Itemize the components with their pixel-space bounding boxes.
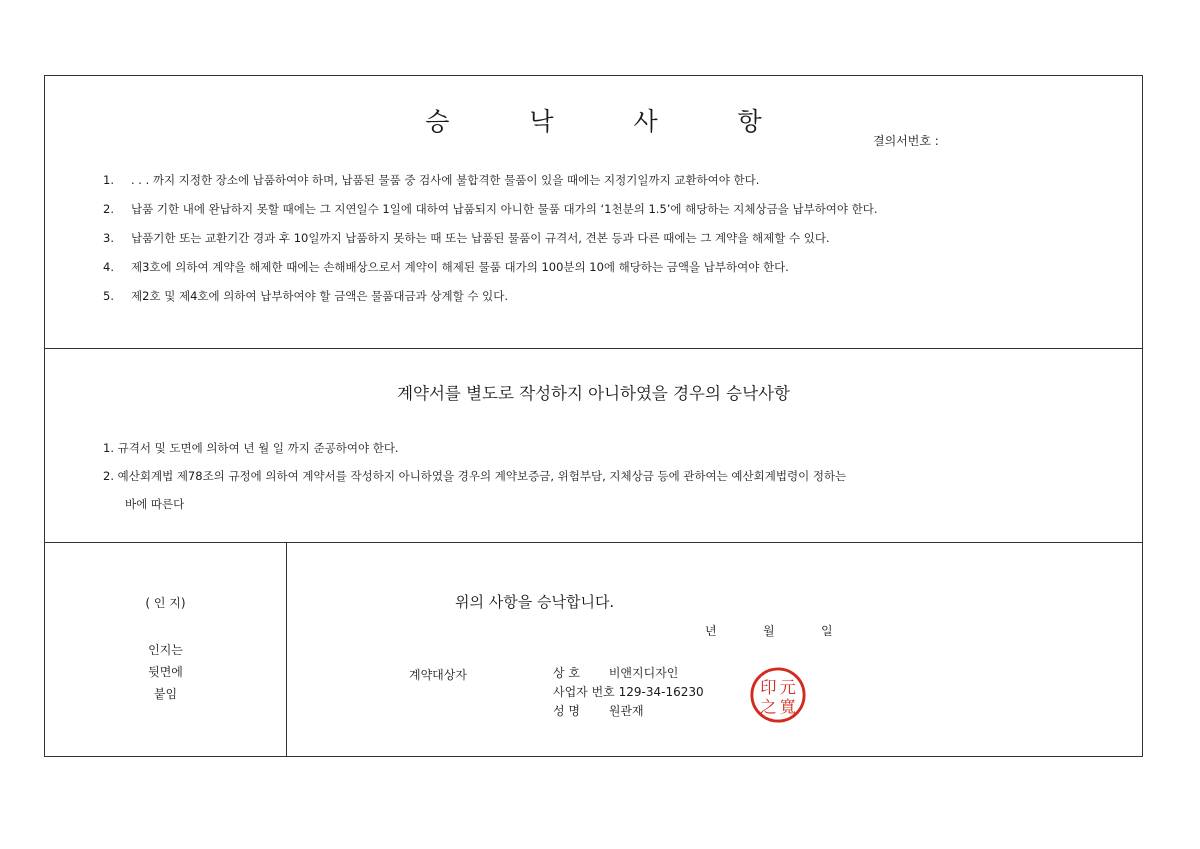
conditions-list	[103, 434, 1113, 518]
list-item: 2. 예산회계법 제78조의 규정에 의하여 계약서를 작성하지 아니하였을 경우의 계약보증금, 위험부담, 지체상금 등에 관하여는 예산회계법령이 정하는	[103, 469, 847, 483]
terms-list	[103, 172, 878, 317]
acceptance-statement: 위의 사항을 승낙합니다.	[455, 593, 615, 611]
date-line	[705, 622, 879, 639]
date-day: 일	[821, 624, 833, 638]
list-item: 1. . . . 까지 지정한 장소에 납품하여야 하며, 납품된 물품 중 검사에 불합격한 물품이 있을 때에는 지정기일까지 교환하여야 한다.	[103, 173, 760, 187]
page-title: 승 낙 사 항	[425, 107, 798, 136]
contractor-details	[553, 664, 704, 721]
term-text: 납품 기한 내에 완납하지 못할 때에는 그 지연일수 1일에 대하여 납품되지 아니한 물품 대가의 ‘1천분의 1.5’에 해당하는 지체상금을 납부하여야 한다.	[131, 202, 878, 216]
stamp-label: ( 인 지)	[145, 596, 186, 610]
section-title: 계약서를 별도로 작성하지 아니하였을 경우의 승낙사항	[397, 384, 790, 403]
term-text: . . . 까지 지정한 장소에 납품하여야 하며, 납품된 물품 중 검사에 불합격한 물품이 있을 때에는 지정기일까지 교환하여야 한다.	[131, 173, 760, 187]
list-item: 4. 제3호에 의하여 계약을 해제한 때에는 손해배상으로서 계약이 해제된 물품 대가의 100분의 10에 해당하는 금액을 납부하여야 한다.	[103, 260, 789, 274]
svg-text:元: 元	[779, 678, 796, 698]
acceptance-box	[287, 542, 1142, 757]
list-item: 2. 납품 기한 내에 완납하지 못할 때에는 그 지연일수 1일에 대하여 납품되지 아니한 물품 대가의 ‘1천분의 1.5’에 해당하는 지체상금을 납부하여야 한다.	[103, 202, 878, 216]
acceptance-terms-section	[45, 76, 1142, 349]
form-frame	[44, 75, 1143, 757]
list-item: 3. 납품기한 또는 교환기간 경과 후 10일까지 납품하지 못하는 때 또는 납품된 물품이 규격서, 견본 등과 다른 때에는 그 계약을 해제할 수 있다.	[103, 231, 830, 245]
bizno-key: 사업자 번호	[553, 685, 615, 699]
signature-section	[45, 542, 1142, 757]
list-item-continuation: 바에 따른다	[125, 497, 185, 511]
term-text: 제3호에 의하여 계약을 해제한 때에는 손해배상으로서 계약이 해제된 물품 대가의 100분의 10에 해당하는 금액을 납부하여야 한다.	[131, 260, 789, 274]
term-text: 납품기한 또는 교환기간 경과 후 10일까지 납품하지 못하는 때 또는 납품된 물품이 규격서, 견본 등과 다른 때에는 그 계약을 해제할 수 있다.	[131, 231, 830, 245]
seal-stamp	[749, 666, 807, 724]
no-contract-section	[45, 348, 1142, 543]
company-value: 비앤지디자인	[608, 666, 679, 680]
svg-text:之: 之	[760, 697, 777, 717]
stamp-note: 인지는 뒷면에 붙임	[148, 643, 183, 701]
revenue-stamp-box	[45, 542, 287, 757]
svg-text:印: 印	[760, 678, 777, 698]
term-text: 제2호 및 제4호에 의하여 납부하여야 할 금액은 물품대금과 상계할 수 있다.	[131, 289, 509, 303]
bizno-value: 129-34-16230	[618, 685, 704, 699]
svg-text:寬: 寬	[779, 697, 796, 717]
list-item: 1. 규격서 및 도면에 의하여 년 월 일 까지 준공하여야 한다.	[103, 441, 399, 455]
name-key: 성 명	[553, 704, 580, 718]
name-value: 원관재	[608, 704, 644, 718]
date-month: 월	[763, 624, 775, 638]
decision-number-label: 결의서번호 :	[873, 134, 939, 148]
company-key: 상 호	[553, 666, 580, 680]
date-year: 년	[705, 624, 717, 638]
list-item: 5. 제2호 및 제4호에 의하여 납부하여야 할 금액은 물품대금과 상계할 수 있다.	[103, 289, 509, 303]
contractor-label: 계약대상자	[409, 668, 467, 682]
